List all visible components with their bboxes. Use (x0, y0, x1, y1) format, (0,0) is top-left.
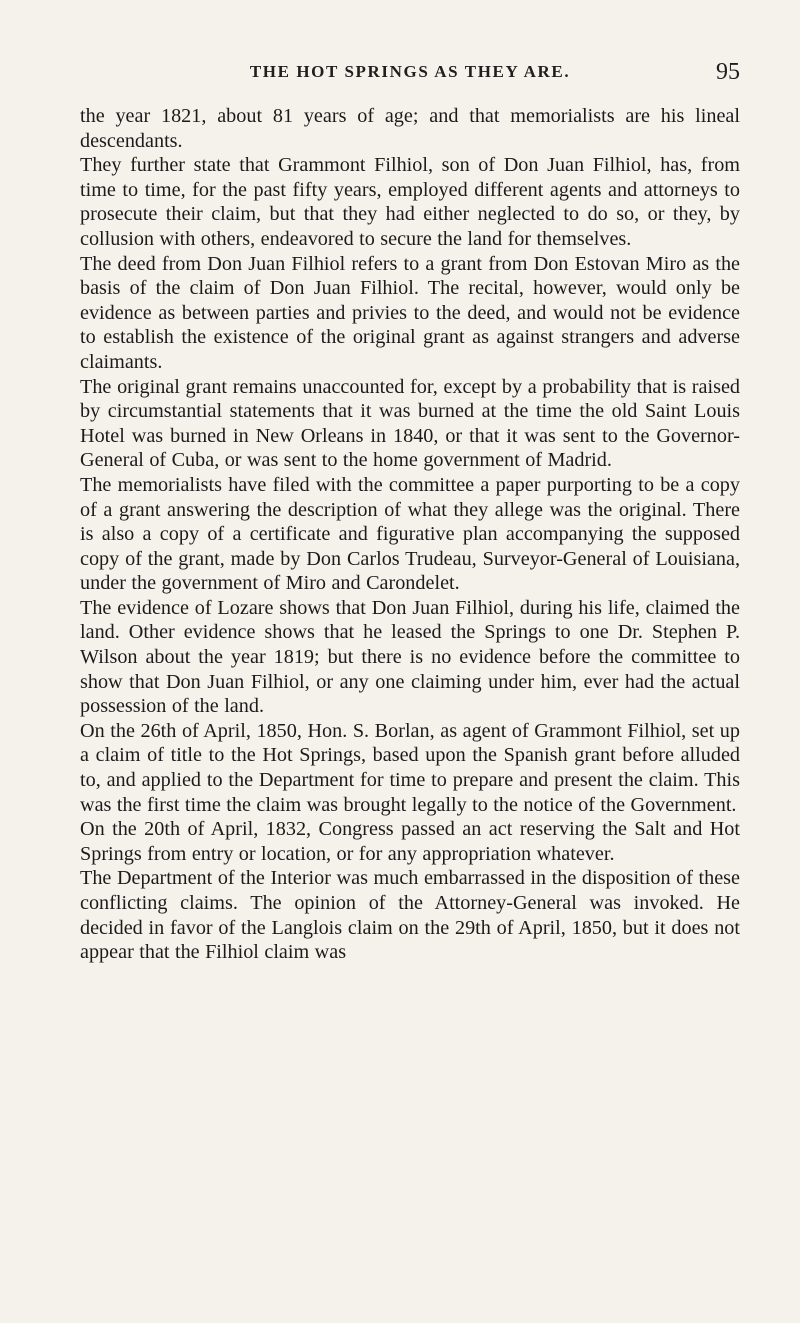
paragraph-7: On the 26th of April, 1850, Hon. S. Borlan, as agent of Grammont Filhiol, set up a claim of title to the Hot Springs, based upon the Spanish grant before alluded to, and applied to the Department for time to prepare and present the claim. This was the first time the claim was brought legally to the notice of the Government. (80, 719, 740, 816)
paragraph-8: On the 20th of April, 1832, Congress passed an act reserving the Salt and Hot Springs from entry or location, or for any appropriation whatever. (80, 818, 740, 865)
paragraph-6: The evidence of Lozare shows that Don Juan Filhiol, during his life, claimed the land. Other evidence shows that he leased the Springs to one Dr. Stephen P. Wilson about the year 1819; but there is no evidence before the committee to show that Don Juan Filhiol, or any one claiming under him, ever had the actual possession of the land. (80, 596, 740, 718)
running-head-title: THE HOT SPRINGS AS THEY ARE. (249, 62, 571, 81)
paragraph-2: They further state that Grammont Filhiol, son of Don Juan Filhiol, has, from time to time, for the past fifty years, employed different agents and attorneys to prosecute their claim, but that they had either neglected to do so, or they, by collusion with others, endeavored to secure the land for themselves. (80, 154, 740, 250)
running-head (80, 60, 740, 94)
paragraph-3: The deed from Don Juan Filhiol refers to a grant from Don Estovan Miro as the basis of the claim of Don Juan Filhiol. The recital, however, would only be evidence as between parties and privies to the deed, and would not be evidence to establish the existence of the original grant as against strangers and adverse claimants. (80, 252, 740, 373)
paragraph-1: the year 1821, about 81 years of age; and that memorialists are his lineal descendants. (80, 105, 740, 152)
paragraph-9: The Department of the Interior was much embarrassed in the disposition of these conflicting claims. The opinion of the Attorney-General was invoked. He decided in favor of the Langlois claim on the 29th of April, 1850, but it does not appear that the Filhiol claim was (80, 867, 740, 964)
paragraph-4: The original grant remains unaccounted for, except by a probability that is raised by circumstantial statements that it was burned at the time the old Saint Louis Hotel was burned in New Orleans in 1840, or that it was sent to the Governor-General of Cuba, or was sent to the home government of Madrid. (80, 375, 740, 472)
body-text (80, 104, 740, 965)
paragraph-5: The memorialists have filed with the committee a paper purporting to be a copy of a grant answering the description of what they allege was the original. There is also a copy of a certificate and figurative plan accompanying the supposed copy of the grant, made by Don Carlos Trudeau, Surveyor-General of Louisiana, under the government of Miro and Carondelet. (80, 473, 740, 595)
page-number: 95 (716, 59, 740, 85)
